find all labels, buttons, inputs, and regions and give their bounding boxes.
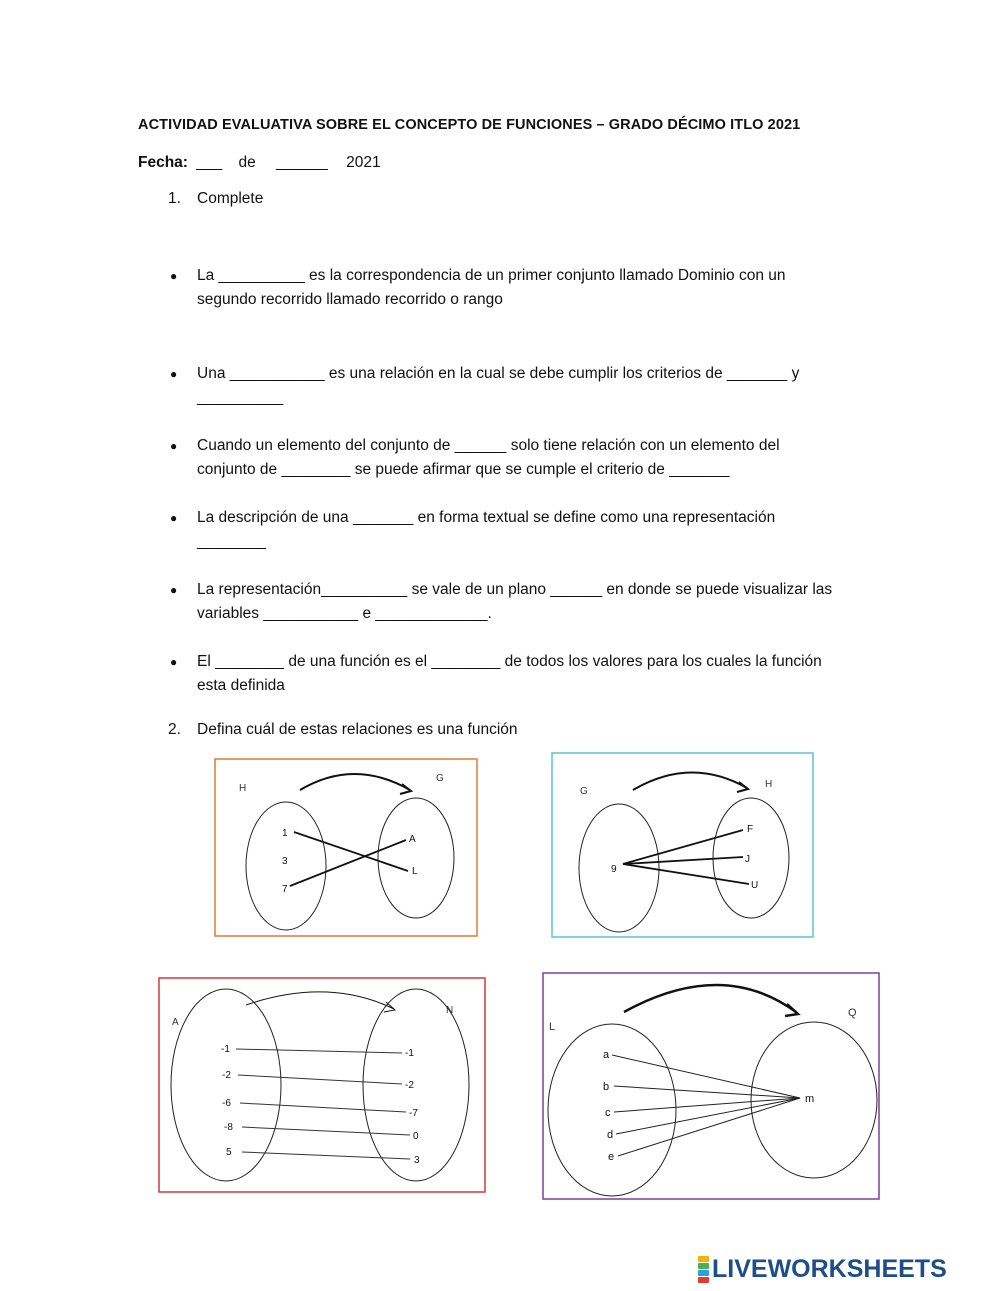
domain-element: -8 (224, 1122, 233, 1133)
domain-element: 5 (226, 1147, 232, 1158)
bullet-line: ________ (197, 533, 266, 550)
logo-icon-block (698, 1256, 709, 1262)
codomain-element: A (409, 834, 416, 845)
set-to-label: G (436, 773, 444, 784)
mapping-line (240, 1103, 406, 1112)
mapping-line (614, 1098, 800, 1112)
section-2-number: 2. (168, 721, 181, 738)
bullet-line: esta definida (197, 677, 285, 694)
mapping-line (618, 1098, 800, 1156)
relation-diagram-a-n (158, 977, 486, 1194)
mapping-line (294, 832, 408, 871)
domain-element: 1 (282, 828, 288, 839)
set-from-label: G (580, 786, 588, 797)
codomain-element: -2 (405, 1080, 414, 1091)
relation-diagram-l-q (542, 972, 880, 1201)
domain-set-oval (548, 1024, 676, 1196)
mapping-line (623, 864, 749, 884)
relation-diagram-a-n-svg (158, 977, 486, 1194)
diagram-frame (543, 973, 879, 1199)
domain-element: c (605, 1107, 611, 1119)
mapping-arrow-curve (624, 985, 796, 1012)
domain-element: 3 (282, 856, 288, 867)
relation-diagram-h-g-svg (214, 758, 478, 937)
bullet-line: segundo recorrido llamado recorrido o rango (197, 291, 503, 308)
bullet-line: La representación__________ se vale de un plano ______ en donde se puede visualizar las (197, 581, 833, 598)
relation-diagram-h-g (214, 758, 478, 937)
codomain-element: -1 (405, 1048, 414, 1059)
mapping-line (242, 1127, 410, 1135)
section-2-text: Defina cuál de estas relaciones es una función (197, 721, 518, 738)
codomain-set-oval (378, 798, 454, 918)
domain-element: 7 (282, 884, 288, 895)
liveworksheets-logo-icon (698, 1256, 709, 1283)
mapping-line (616, 1098, 800, 1134)
mapping-line (290, 840, 406, 886)
codomain-element: L (412, 866, 418, 877)
date-line (138, 154, 381, 172)
date-de: de (238, 154, 256, 171)
bullet-dot-icon: ● (170, 439, 178, 453)
diagram-frame (159, 978, 485, 1192)
diagram-frame (552, 753, 813, 937)
codomain-set-oval (363, 989, 469, 1181)
page-title: ACTIVIDAD EVALUATIVA SOBRE EL CONCEPTO DE FUNCIONES – GRADO DÉCIMO ITLO 2021 (138, 117, 801, 133)
codomain-element: m (805, 1093, 815, 1105)
domain-element: b (603, 1081, 610, 1093)
logo-icon-block (698, 1277, 709, 1283)
logo-text: LIVEWORKSHEETS (712, 1254, 947, 1283)
bullet-line: variables ___________ e _____________. (197, 605, 492, 622)
date-day-blank: ___ (196, 154, 223, 171)
section-1-number: 1. (168, 190, 181, 207)
mapping-arrow-curve (246, 992, 394, 1009)
date-year: 2021 (346, 154, 381, 171)
date-month-blank: ______ (276, 154, 328, 171)
mapping-line (242, 1152, 410, 1159)
bullet-line: La descripción de una _______ en forma textual se define como una representación (197, 509, 776, 526)
domain-element: e (608, 1151, 615, 1163)
mapping-line (238, 1075, 402, 1084)
mapping-line (236, 1049, 402, 1053)
codomain-element: 3 (414, 1155, 420, 1166)
bullet-line: __________ (197, 389, 284, 406)
date-label: Fecha: (138, 154, 188, 171)
codomain-element: -7 (409, 1108, 418, 1119)
bullet-item (170, 362, 860, 410)
bullet-line: Cuando un elemento del conjunto de ______ solo tiene relación con un elemento del (197, 437, 780, 454)
set-from-label: L (549, 1021, 556, 1033)
relation-diagram-g-h (551, 752, 814, 939)
domain-element: -1 (221, 1044, 230, 1055)
relation-diagram-l-q-svg (542, 972, 880, 1201)
domain-element: 9 (611, 864, 617, 875)
codomain-element: 0 (413, 1131, 419, 1142)
set-from-label: A (172, 1017, 179, 1028)
bullet-line: conjunto de ________ se puede afirmar que se cumple el criterio de _______ (197, 461, 730, 478)
bullet-item (170, 434, 860, 482)
bullet-dot-icon: ● (170, 367, 178, 381)
set-from-label: H (239, 783, 247, 794)
bullet-line: El ________ de una función es el ________ de todos los valores para los cuales la función (197, 653, 822, 670)
mapping-arrow-curve (633, 772, 747, 790)
set-to-label: Q (848, 1007, 857, 1019)
diagram-frame (215, 759, 477, 936)
codomain-element: J (745, 854, 750, 865)
liveworksheets-logo (698, 1254, 947, 1284)
bullet-line: La __________ es la correspondencia de un primer conjunto llamado Dominio con un (197, 267, 786, 284)
codomain-element: U (751, 880, 759, 891)
relation-diagram-g-h-svg (551, 752, 814, 939)
logo-icon-block (698, 1270, 709, 1276)
bullet-dot-icon: ● (170, 269, 178, 283)
domain-element: -2 (222, 1070, 231, 1081)
mapping-arrow-curve (300, 774, 410, 790)
domain-element: d (607, 1129, 614, 1141)
bullet-item (170, 506, 860, 554)
domain-element: -6 (222, 1098, 231, 1109)
bullet-dot-icon: ● (170, 583, 178, 597)
codomain-element: F (747, 824, 754, 835)
bullet-dot-icon: ● (170, 655, 178, 669)
section-1-text: Complete (197, 190, 264, 207)
set-to-label: H (765, 779, 773, 790)
bullet-item (170, 264, 860, 312)
domain-element: a (603, 1049, 610, 1061)
logo-icon-block (698, 1263, 709, 1269)
bullet-item (170, 578, 860, 626)
bullet-line: Una ___________ es una relación en la cual se debe cumplir los criterios de _______ y (197, 365, 800, 382)
bullet-item (170, 650, 860, 698)
bullet-dot-icon: ● (170, 511, 178, 525)
set-to-label: N (446, 1005, 454, 1016)
